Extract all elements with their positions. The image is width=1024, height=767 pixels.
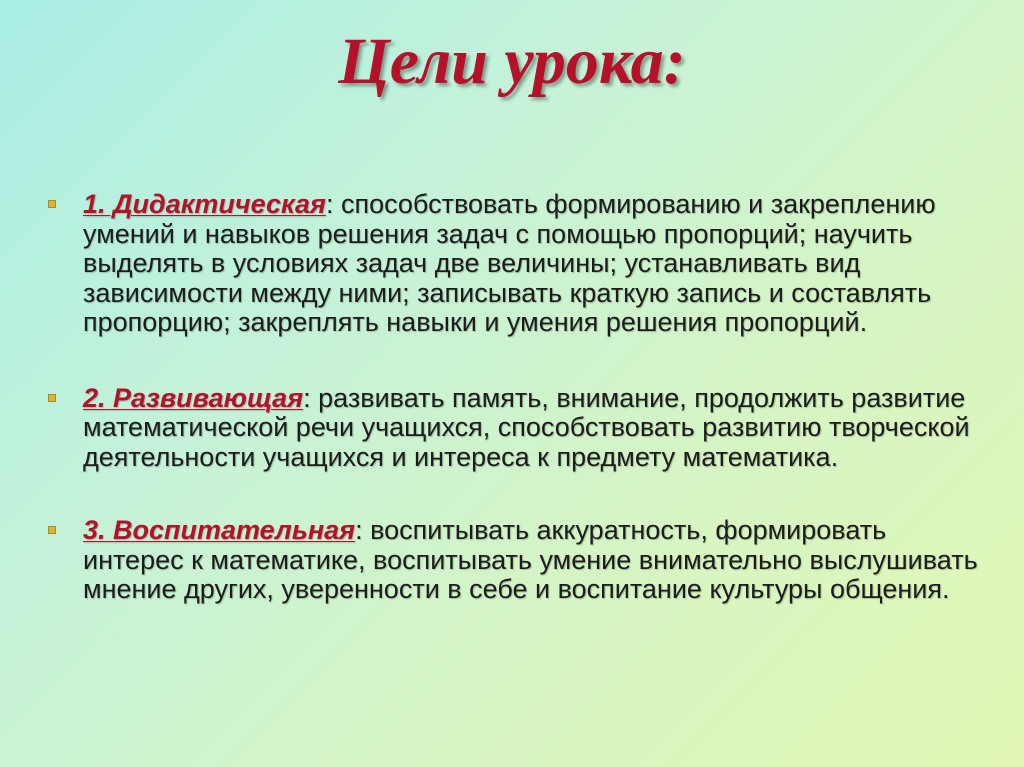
bullet-square-icon — [48, 394, 56, 402]
goal-item-didactic — [48, 190, 988, 338]
goal-separator: : — [303, 382, 311, 413]
goal-item-educational — [48, 516, 988, 605]
goal-separator: : — [325, 189, 334, 219]
bullet-square-icon — [48, 526, 56, 534]
goal-item-developing — [48, 384, 988, 473]
goal-name: 2. Развивающая — [83, 382, 304, 413]
goals-list — [48, 190, 988, 650]
goal-name: 1. Дидактическая — [83, 189, 326, 219]
goal-description: воспитывать аккуратность, формировать интерес к математике, воспитывать умение внимательно выслушивать мнение других, уверенности в себе и воспитание культуры общения. — [83, 515, 978, 604]
slide-title: Цели урока: — [338, 25, 686, 98]
bullet-square-icon — [48, 200, 56, 208]
goal-description: способствовать формированию и закреплению умений и навыков решения задач с помощью пропорций; научить выделять в условиях задач две величины; устанавливать вид зависимости между ними; записывать краткую запись и составлять пропорцию; закреплять навыки и умения решения пропорций. — [83, 189, 936, 337]
goal-text — [83, 384, 988, 473]
goal-separator: : — [355, 515, 363, 545]
goal-name: 3. Воспитательная — [83, 515, 356, 545]
goal-description: развивать память, внимание, продолжить развитие математической речи учащихся, способствовать развитию творческой деятельности учащихся и интереса к предмету математика. — [83, 382, 970, 472]
goal-text — [83, 516, 988, 605]
goal-text — [83, 190, 988, 338]
